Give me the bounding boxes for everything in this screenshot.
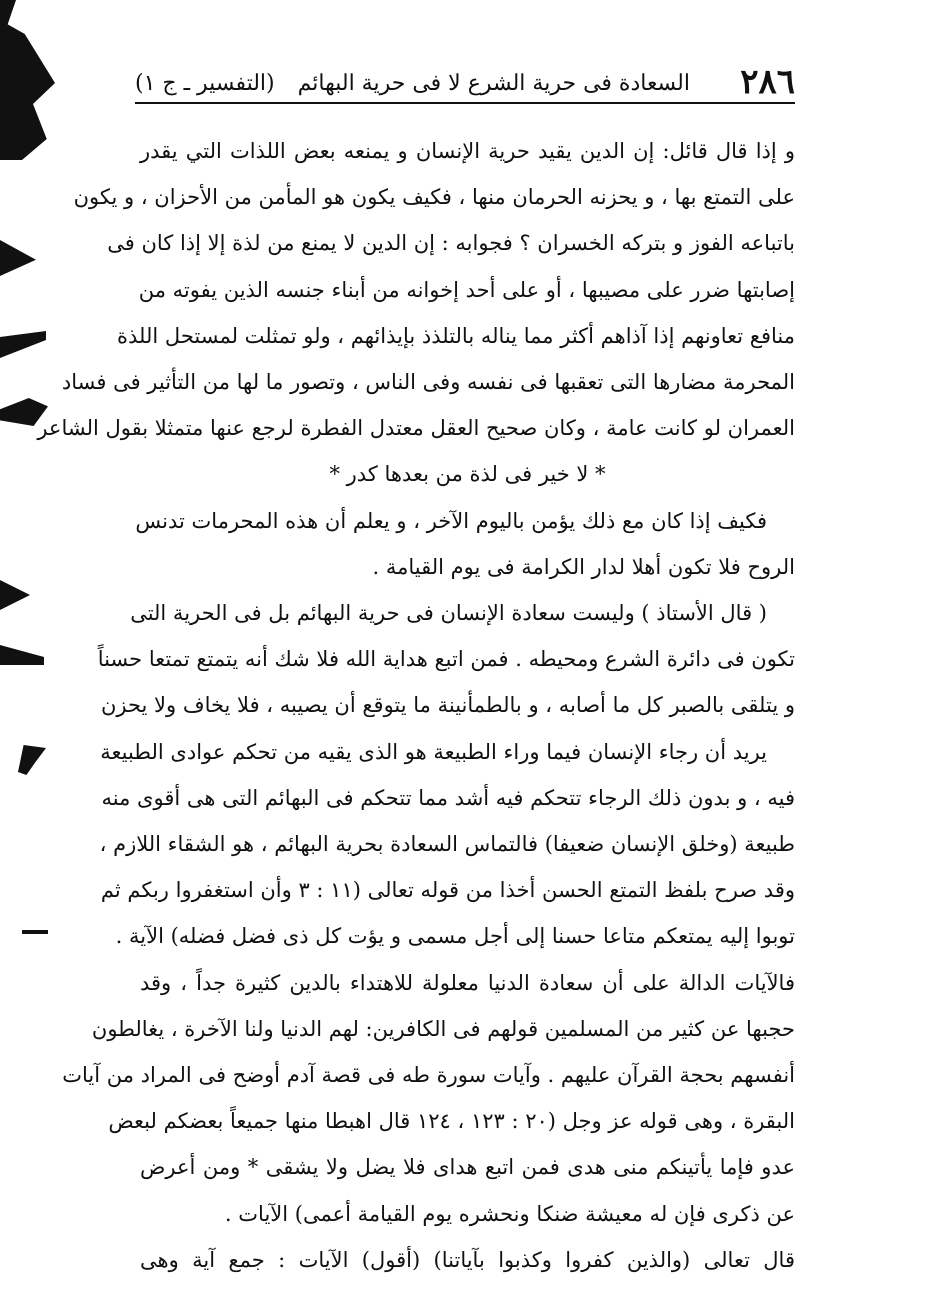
section-reference: (التفسير ـ ج ١) (135, 71, 275, 96)
text-line: طبيعة (وخلق الإنسان ضعيفا) فالتماس السعادة بحرية البهائم ، هو الشقاء اللازم ، (99, 832, 795, 857)
text-line: إصابتها ضرر على مصيبها ، أو على أحد إخوانه من أبناء جنسه الذين يفوته من (138, 277, 795, 302)
scan-margin-mark (22, 930, 48, 934)
text-line: العمران لو كانت عامة ، وكان صحيح العقل معتدل الفطرة لرجع عنها متمثلا بقول الشاعر (37, 416, 795, 441)
text-line: الروح فلا تكون أهلا لدار الكرامة فى يوم القيامة . (372, 554, 795, 579)
text-line: عدو فإما يأتينكم منى هدى فمن اتبع هداى فلا يضل ولا يشقى * ومن أعرض (140, 1155, 795, 1180)
page-number: ٢٨٦ (740, 62, 795, 102)
text-line: أنفسهم بحجة القرآن عليهم . وآيات سورة طه فى قصة آدم أوضح فى المراد من آيات (62, 1063, 795, 1088)
scan-margin-mark (18, 745, 46, 775)
body-text (37, 128, 795, 1283)
text-line: على التمتع بها ، و يحزنه الحرمان منها ، فكيف يكون هو المأمن من الأحزان ، و يكون (73, 185, 795, 210)
text-line: منافع تعاونهم إذا آذاهم أكثر مما يناله بالتلذذ بإيذائهم ، ولو تمثلت لمستحل اللذة (117, 323, 795, 348)
running-title: السعادة فى حرية الشرع لا فى حرية البهائم (297, 71, 690, 96)
page-header (135, 62, 795, 104)
header-rule (135, 102, 795, 104)
text-line: و يتلقى بالصبر كل ما أصابه ، و بالطمأنينة ما يتوقع أن يصيبه ، فلا يخاف ولا يحزن (100, 693, 795, 718)
text-line: تكون فى دائرة الشرع ومحيطه . فمن اتبع هداية الله فلا شك أنه يتمتع تمتعا حسناً (97, 647, 795, 672)
text-line: باتباعه الفوز و بتركه الخسران ؟ فجوابه : إن الدين لا يمنع من لذة إلا إذا كان فى (107, 231, 795, 256)
text-line: فالآيات الدالة على أن سعادة الدنيا معلولة للاهتداء بالدين كثيرة جداً ، وقد (140, 970, 795, 995)
text-line: توبوا إليه يمتعكم متاعا حسنا إلى أجل مسمى و يؤت كل ذى فضل فضله) الآية . (115, 924, 795, 949)
text-line: يريد أن رجاء الإنسان فيما وراء الطبيعة هو الذى يقيه من تحكم عوادى الطبيعة (100, 739, 767, 764)
text-line: البقرة ، وهى قوله عز وجل (٢٠ : ١٢٣ ، ١٢٤ قال اهبطا منها جميعاً بعضكم لبعض (108, 1109, 795, 1134)
text-line: ( قال الأستاذ ) وليست سعادة الإنسان فى حرية البهائم بل فى الحرية التى (130, 601, 767, 626)
text-line: المحرمة مضارها التى تعقبها فى نفسه وفى الناس ، وتصور ما لها من التأثير فى فساد (61, 370, 795, 395)
scan-margin-mark (0, 240, 36, 276)
text-line: عن ذكرى فإن له معيشة ضنكا ونحشره يوم القيامة أعمى) الآيات . (224, 1201, 795, 1226)
text-line: و إذا قال قائل: إن الدين يقيد حرية الإنسان و يمنعه بعض اللذات التي يقدر (140, 139, 795, 163)
scan-margin-mark (0, 645, 44, 665)
poetry-verse: * لا خير فى لذة من بعدها كدر * (329, 462, 606, 487)
text-line: فيه ، و بدون ذلك الرجاء تتحكم فيه أشد مما تتحكم فى البهائم التى هى أقوى منه (101, 785, 795, 810)
text-line: قال تعالى (والذين كفروا وكذبوا بآياتنا) (أقول) الآيات : جمع آية وهى (140, 1247, 795, 1272)
scan-margin-mark (0, 580, 30, 610)
text-line: وقد صرح بلفظ التمتع الحسن أخذا من قوله تعالى (١١ : ٣ وأن استغفروا ربكم ثم (100, 878, 795, 903)
scan-margin-mark (0, 328, 46, 358)
text-line: فكيف إذا كان مع ذلك يؤمن باليوم الآخر ، و يعلم أن هذه المحرمات تدنس (135, 508, 767, 533)
text-line: حجبها عن كثير من المسلمين قولهم فى الكافرين: لهم الدنيا ولنا الآخرة ، يغالطون (91, 1016, 795, 1041)
scan-margin-mark (0, 20, 55, 160)
